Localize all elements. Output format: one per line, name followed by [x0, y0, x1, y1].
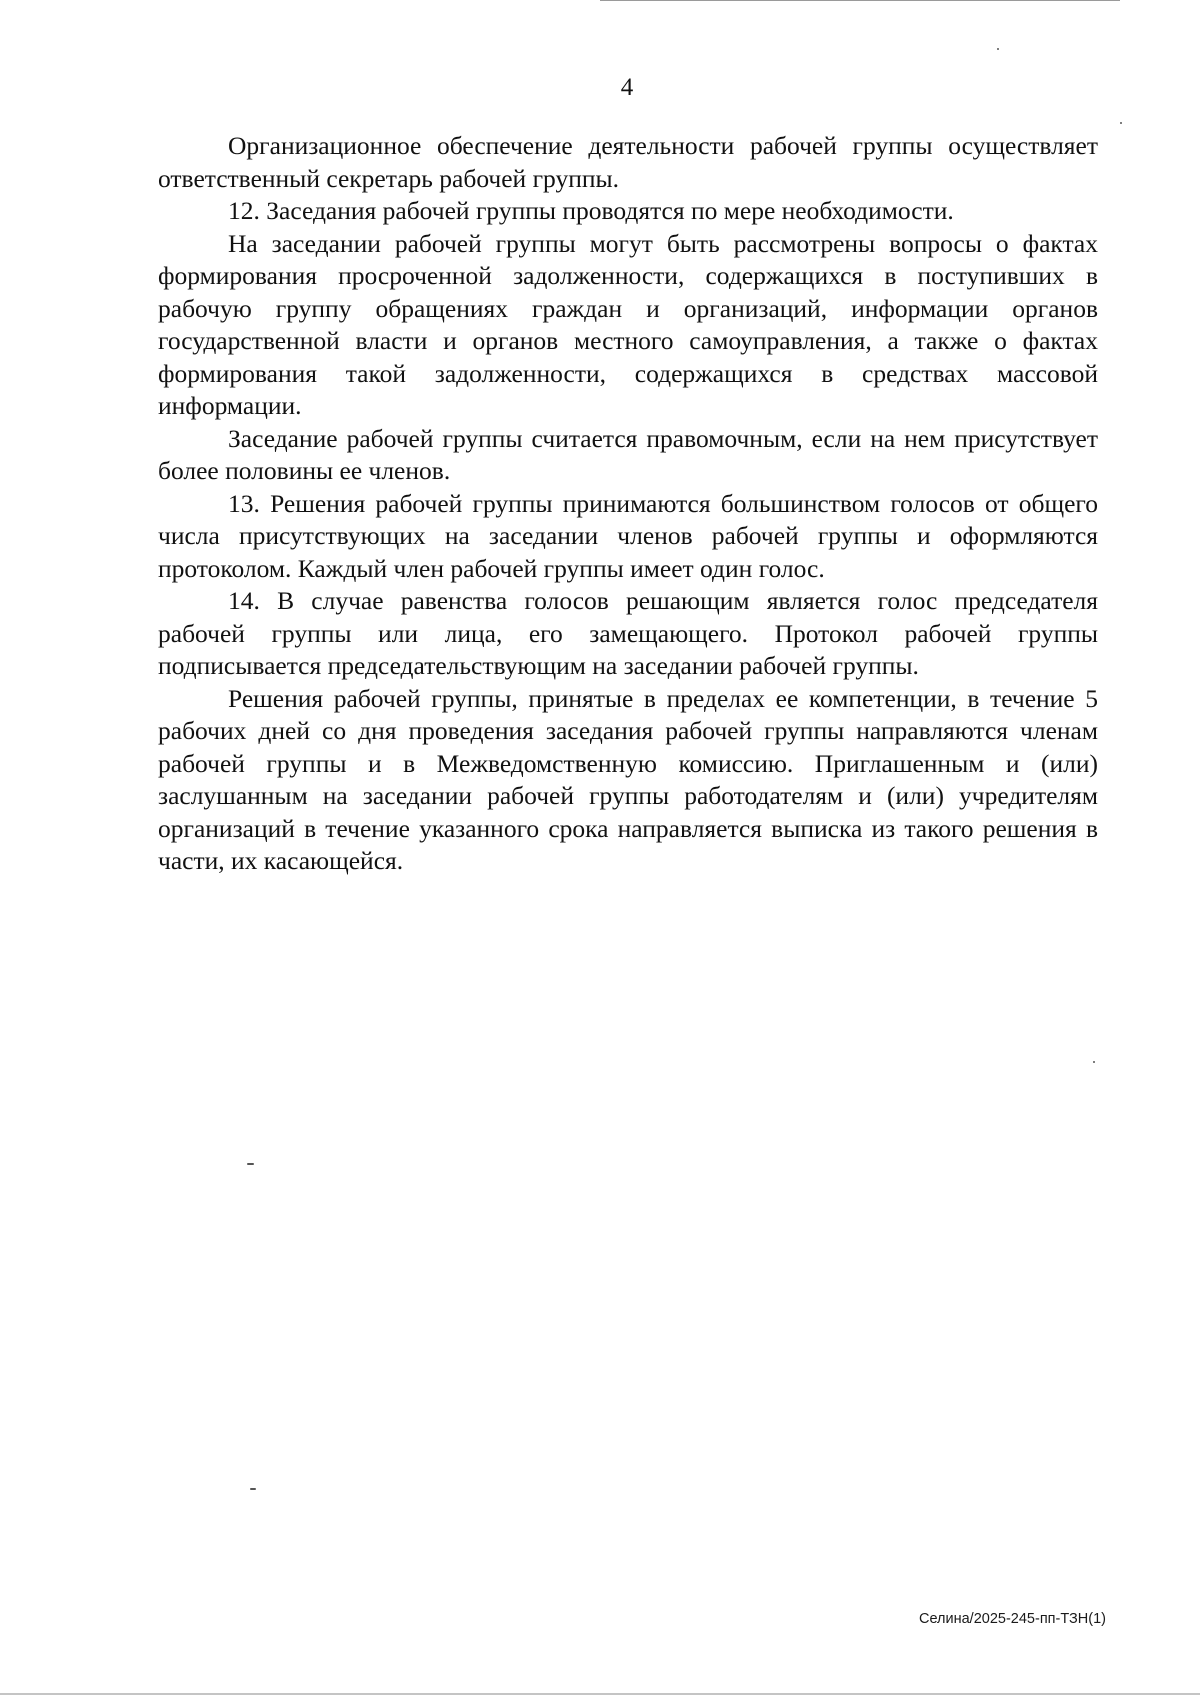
scan-speck [250, 1488, 256, 1490]
page-number: 4 [620, 74, 634, 101]
scan-speck [1093, 1061, 1095, 1063]
document-registration-code: Селина/2025-245-пп-ТЗН(1) [919, 1611, 1106, 1627]
scan-speck [997, 48, 999, 50]
scan-edge-line [600, 0, 1120, 1]
scan-speck [1120, 122, 1122, 124]
scan-speck [247, 1163, 254, 1165]
document-body [158, 130, 1098, 878]
paragraph-13-decisions: 13. Решения рабочей группы принимаются большинством голосов от общего числа присутствующих на заседании членов рабочей группы и оформляются протоколом. Каждый член рабочей группы имеет один голос. [158, 488, 1098, 583]
paragraph-quorum: Заседание рабочей группы считается правомочным, если на нем присутствует более половины ее членов. [158, 423, 1098, 485]
paragraph-14-equal-votes: 14. В случае равенства голосов решающим является голос председателя рабочей группы или лица, его замещающего. Протокол рабочей группы подписывается председательствующим на заседании рабочей группы. [158, 586, 1098, 680]
paragraph-meeting-questions: На заседании рабочей группы могут быть рассмотрены вопросы о фактах формирования просроченной задолженности, содержащихся в поступивших в рабочую группу обращениях граждан и организаций, информации органов государственной власти и органов местного самоуправления, а также о фактах формирования такой задолженности, содержащихся в средствах массовой информации. [158, 228, 1098, 420]
scan-edge-line [0, 1693, 1200, 1695]
paragraph-organizational-support: Организационное обеспечение деятельности рабочей группы осуществляет ответственный секретарь рабочей группы. [158, 131, 1098, 193]
paragraph-12-meetings: 12. Заседания рабочей группы проводятся по мере необходимости. [228, 196, 954, 225]
paragraph-decisions-distribution: Решения рабочей группы, принятые в пределах ее компетенции, в течение 5 рабочих дней со дня проведения заседания рабочей группы направляются членам рабочей группы и в Межведомственную комиссию. Приглашенным и (или) заслушанным на заседании рабочей группы работодателям и (или) учредителям организаций в течение указанного срока направляется выписка из такого решения в части, их касающейся. [158, 683, 1098, 875]
